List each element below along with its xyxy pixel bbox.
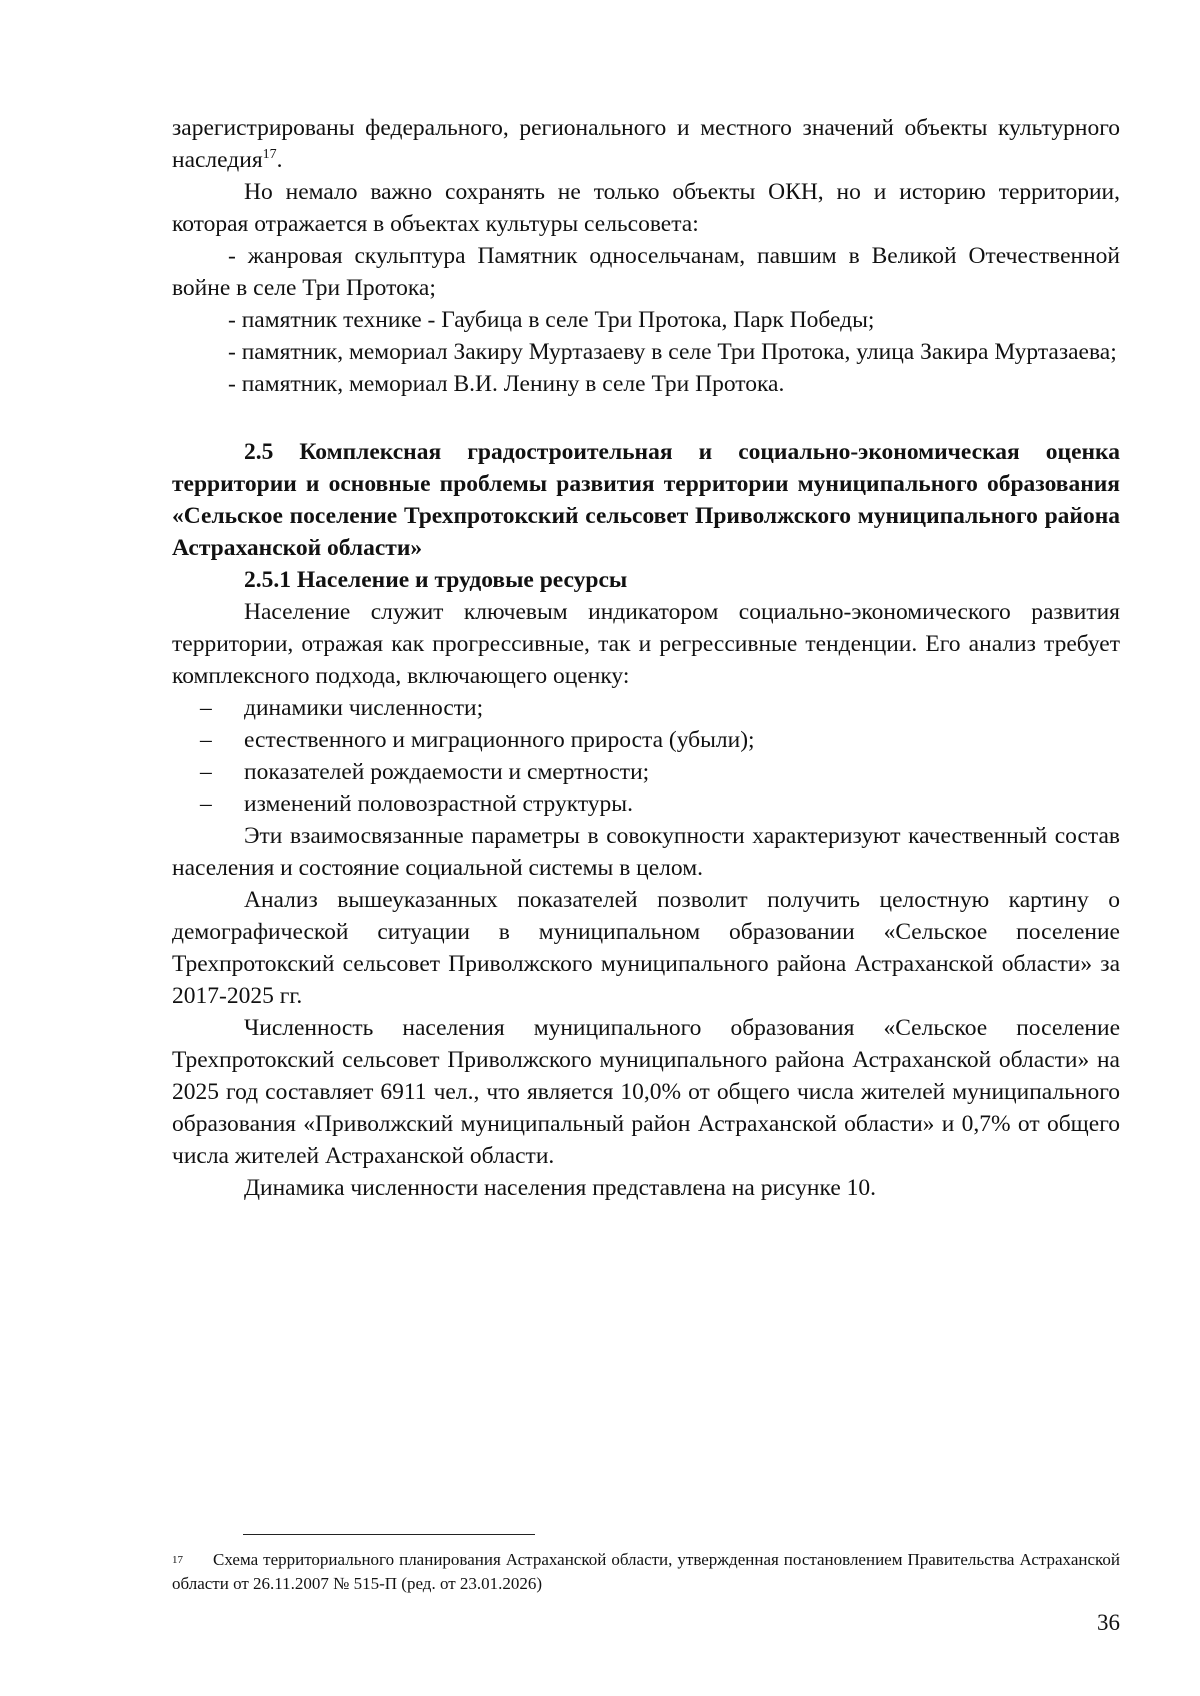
document-page — [172, 112, 1120, 1204]
paragraph-history: Но немало важно сохранять не только объекты ОКН, но и историю территории, которая отражается в объектах культуры сельсовета: — [172, 179, 1120, 237]
paragraph-punctuation: . — [276, 147, 283, 173]
list-item — [172, 724, 1120, 756]
footnote — [172, 1548, 1120, 1596]
paragraph-heritage — [172, 112, 1120, 176]
paragraph-parameters: Эти взаимосвязанные параметры в совокупности характеризуют качественный состав населения и состояние социальной системы в целом. — [172, 823, 1120, 881]
list-item — [172, 788, 1120, 820]
dash-bullet: – — [200, 695, 212, 721]
section-heading: 2.5 Комплексная градостроительная и социально-экономическая оценка территории и основные проблемы развития территории муниципального образования «Сельское поселение Трехпротокский сельсовет Приволжского муниципального района Астраханской области» — [172, 439, 1120, 561]
paragraph-intro: Население служит ключевым индикатором социально-экономического развития территории, отражая как прогрессивные, так и регрессивные тенденции. Его анализ требует комплексного подхода, включающего оценку: — [172, 599, 1120, 689]
paragraph-analysis: Анализ вышеуказанных показателей позволит получить целостную картину о демографической ситуации в муниципальном образовании «Сельское поселение Трехпротокский сельсовет Приволжского муниципального района Астраханской области» за 2017-2025 гг. — [172, 887, 1120, 1009]
monument-item: - памятник, мемориал Закиру Муртазаеву в селе Три Протока, улица Закира Муртазаева; — [228, 339, 1117, 365]
indicator-list — [172, 692, 1120, 820]
list-item — [172, 692, 1120, 724]
paragraph-population: Численность населения муниципального образования «Сельское поселение Трехпротокский сельсовет Приволжского муниципального района Астраханской области» на 2025 год составляет 6911 чел., что является 10,0% от общего числа жителей муниципального образования «Приволжский муниципальный район Астраханской области» и 0,7% от общего числа жителей Астраханской области. — [172, 1015, 1120, 1169]
monument-item: - памятник, мемориал В.И. Ленину в селе Три Протока. — [228, 371, 785, 397]
list-item-text: показателей рождаемости и смертности; — [244, 759, 650, 785]
monument-item: - жанровая скульптура Памятник односельчанам, павшим в Великой Отечественной войне в селе Три Протока; — [172, 243, 1120, 301]
dash-bullet: – — [200, 791, 212, 817]
dash-bullet: – — [200, 759, 212, 785]
footnote-separator — [243, 1534, 535, 1535]
list-item-text: динамики численности; — [244, 695, 484, 721]
paragraph-dynamics: Динамика численности населения представлена на рисунке 10. — [244, 1175, 877, 1201]
monument-item: - памятник технике - Гаубица в селе Три Протока, Парк Победы; — [228, 307, 875, 333]
subsection-heading: 2.5.1 Население и трудовые ресурсы — [244, 567, 628, 593]
dash-bullet: – — [200, 727, 212, 753]
footnote-reference[interactable]: 17 — [262, 147, 277, 163]
list-item-text: естественного и миграционного прироста (убыли); — [244, 727, 755, 753]
page-number: 36 — [1097, 1610, 1120, 1635]
list-item — [172, 756, 1120, 788]
footnote-text: Схема территориального планирования Астраханской области, утвержденная постановлением Правительства Астраханской области от 26.11.2007 № 515-П (ред. от 23.01.2026) — [172, 1550, 1120, 1593]
paragraph-text: зарегистрированы федерального, регионального и местного значений объекты культурного наследия — [172, 115, 1120, 173]
footnote-number: 17 — [172, 1554, 183, 1566]
list-item-text: изменений половозрастной структуры. — [244, 791, 633, 817]
